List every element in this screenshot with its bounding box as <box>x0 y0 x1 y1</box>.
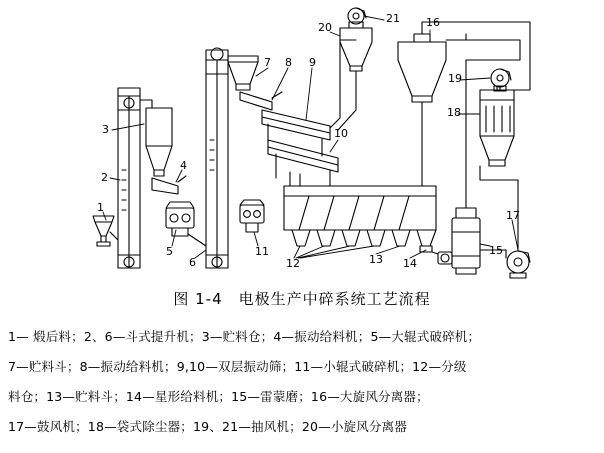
figure-caption: 图 1-4 电极生产中碎系统工艺流程 <box>173 290 431 308</box>
legend-line-1: 1— 煅后料；2、6—斗式提升机；3—贮料仓；4—振动给料机；5—大辊式破碎机； <box>8 329 481 344</box>
callout-1: 1 <box>97 201 104 214</box>
callout-18: 18 <box>447 106 461 119</box>
callout-15: 15 <box>489 244 503 257</box>
callout-5: 5 <box>166 245 173 258</box>
callout-4: 4 <box>180 159 187 172</box>
callout-16: 16 <box>426 16 440 29</box>
bin-outlet <box>417 230 436 246</box>
callout-10: 10 <box>334 127 348 140</box>
legend-line-3: 料仓；13—贮料斗；14—星形给料机；15—雷蒙磨；16—大旋风分离器； <box>8 389 429 404</box>
callout-8: 8 <box>285 56 292 69</box>
callout-12: 12 <box>286 257 300 270</box>
vibrating-feeder-4 <box>152 178 178 194</box>
callout-21: 21 <box>386 12 400 25</box>
figure-legend <box>8 322 596 442</box>
raymond-mill-15 <box>452 218 480 268</box>
storage-hopper-7 <box>228 62 258 84</box>
callout-19: 19 <box>448 72 462 85</box>
bin-outlet <box>292 230 310 246</box>
bag-filter-18 <box>480 90 514 136</box>
callout-20: 20 <box>318 21 332 34</box>
small-cyclone-20 <box>340 28 372 66</box>
calcined-material-hopper <box>95 222 112 236</box>
bin-outlet <box>367 230 385 246</box>
callout-labels <box>97 12 520 270</box>
legend-line-2: 7—贮料斗；8—振动给料机；9,10—双层振动筛；11—小辊式破碎机；12—分级 <box>8 359 467 374</box>
storage-silo-3 <box>146 108 172 146</box>
exhaust-fan-19 <box>491 69 509 87</box>
callout-2: 2 <box>101 171 108 184</box>
callout-7: 7 <box>264 56 271 69</box>
callout-14: 14 <box>403 257 417 270</box>
callout-17: 17 <box>506 209 520 222</box>
bin-outlet <box>317 230 335 246</box>
bin-outlet <box>392 230 410 246</box>
storage-hopper-13 <box>420 246 432 252</box>
callout-3: 3 <box>102 123 109 136</box>
callout-9: 9 <box>309 56 316 69</box>
blower-17 <box>507 251 529 273</box>
callout-11: 11 <box>255 245 269 258</box>
vibrating-feeder-8 <box>240 92 272 110</box>
classifier-bins-12 <box>284 186 436 230</box>
bin-outlet <box>342 230 360 246</box>
callout-6: 6 <box>189 256 196 269</box>
legend-line-4: 17—鼓风机；18—袋式除尘器；19、21—抽风机；20—小旋风分离器 <box>8 419 408 434</box>
callout-13: 13 <box>369 253 383 266</box>
large-cyclone-16 <box>398 42 446 96</box>
silo-3-cone <box>146 146 172 170</box>
